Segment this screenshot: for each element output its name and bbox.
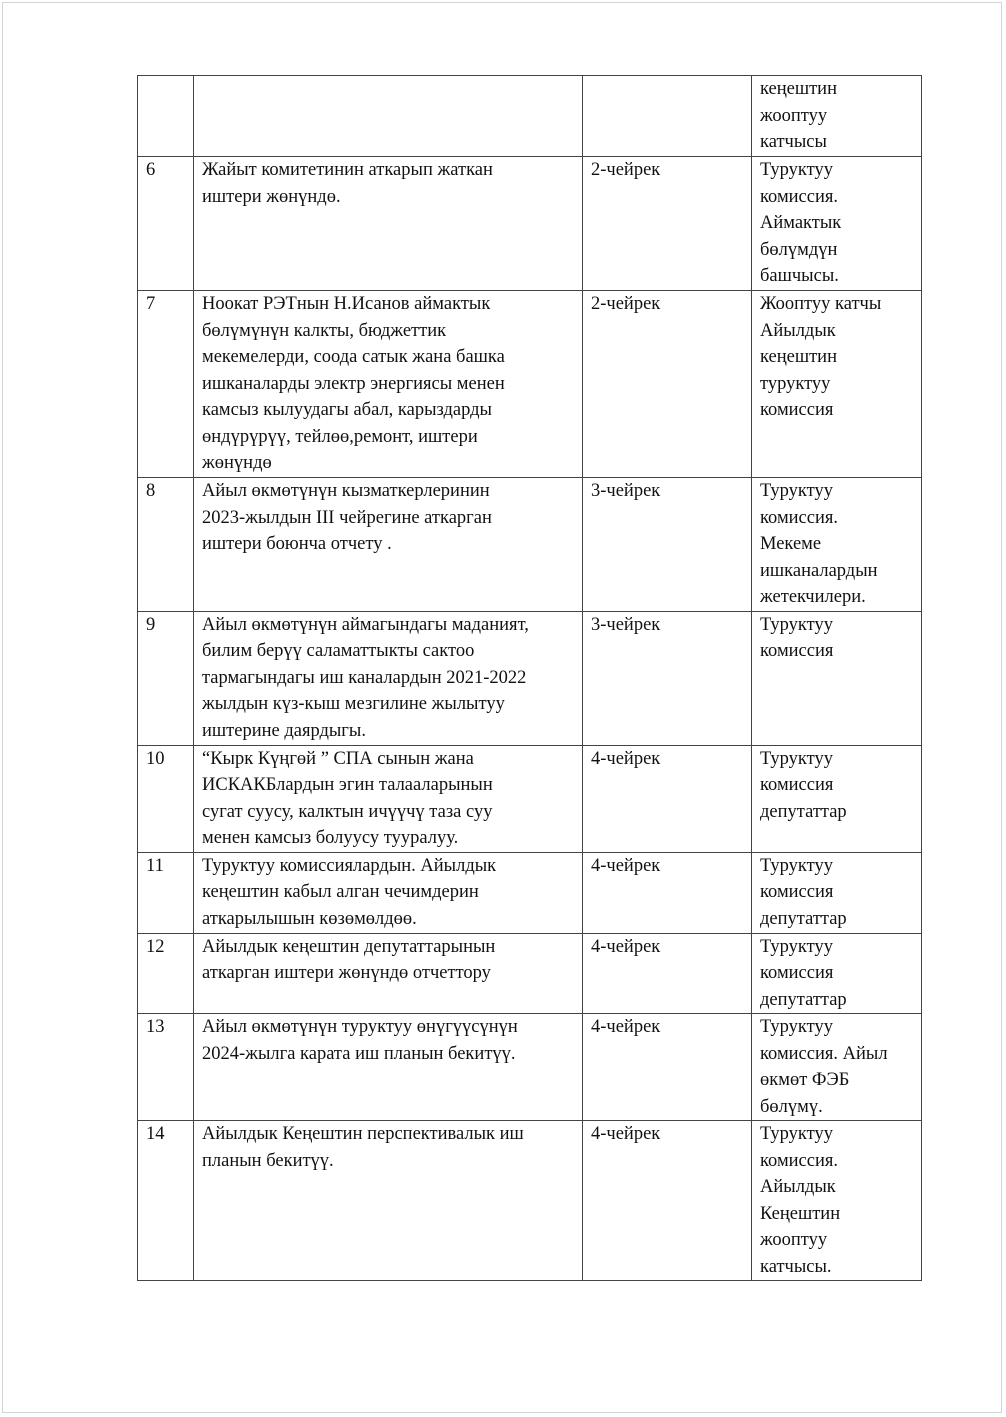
table-row xyxy=(138,852,922,933)
responsible-cell: Туруктуу комиссия депутаттар xyxy=(752,933,922,1014)
table-row xyxy=(138,76,922,157)
task-cell: Айыл өкмөтүнүн туруктуу өнүгүүсүнүн 2024-жылга карата иш планын бекитүү. xyxy=(194,1014,583,1121)
row-number-cell: 14 xyxy=(138,1121,194,1281)
table-row xyxy=(138,745,922,852)
work-plan-table xyxy=(137,75,922,1281)
deadline-cell: 2-чейрек xyxy=(583,291,752,478)
task-cell: Айылдык кеңештин депутаттарынын аткарган иштери жөнүндө отчеттору xyxy=(194,933,583,1014)
deadline-cell: 4-чейрек xyxy=(583,1121,752,1281)
deadline-cell: 3-чейрек xyxy=(583,478,752,612)
table-row xyxy=(138,933,922,1014)
table-row xyxy=(138,1014,922,1121)
responsible-cell: кеңештин жооптуу катчысы xyxy=(752,76,922,157)
row-number-cell xyxy=(138,76,194,157)
responsible-cell: Туруктуу комиссия депутаттар xyxy=(752,852,922,933)
task-cell: Туруктуу комиссиялардын. Айылдык кеңештин кабыл алган чечимдерин аткарылышын көзөмөлдөө. xyxy=(194,852,583,933)
row-number-cell: 12 xyxy=(138,933,194,1014)
row-number-cell: 13 xyxy=(138,1014,194,1121)
task-cell: Айыл өкмөтүнүн кызматкерлеринин 2023-жылдын III чейрегине аткарган иштери боюнча отчету . xyxy=(194,478,583,612)
deadline-cell: 4-чейрек xyxy=(583,933,752,1014)
task-cell: Айыл өкмөтүнүн аймагындагы маданият, билим берүү саламаттыкты сактоо тармагындагы иш каналардын 2021-2022 жылдын күз-кыш мезгилине жылытуу иштерине даярдыгы. xyxy=(194,611,583,745)
responsible-cell: Туруктуу комиссия. Айылдык Кеңештин жооптуу катчысы. xyxy=(752,1121,922,1281)
deadline-cell: 2-чейрек xyxy=(583,157,752,291)
table-row xyxy=(138,478,922,612)
responsible-cell: Туруктуу комиссия. Айыл өкмөт ФЭБ бөлүмү. xyxy=(752,1014,922,1121)
row-number-cell: 6 xyxy=(138,157,194,291)
task-cell: “Кырк Күңгөй ” СПА сынын жана ИСКАКБлардын эгин талааларынын сугат суусу, калктын ичүүчү таза суу менен камсыз болуусу тууралуу. xyxy=(194,745,583,852)
task-cell: Жайыт комитетинин аткарып жаткан иштери жөнүндө. xyxy=(194,157,583,291)
work-plan-table-body xyxy=(138,76,922,1281)
table-row xyxy=(138,157,922,291)
row-number-cell: 11 xyxy=(138,852,194,933)
task-cell: Ноокат РЭТнын Н.Исанов аймактык бөлүмүнүн калкты, бюджеттик мекемелерди, соода сатык жана башка ишканаларды электр энергиясы менен камсыз кылуудагы абал, карыздарды өндүрүрүү, тейлөө,ремонт, иштери жөнүндө xyxy=(194,291,583,478)
responsible-cell: Туруктуу комиссия депутаттар xyxy=(752,745,922,852)
task-cell: Айылдык Кеңештин перспективалык иш планын бекитүү. xyxy=(194,1121,583,1281)
deadline-cell: 4-чейрек xyxy=(583,1014,752,1121)
row-number-cell: 9 xyxy=(138,611,194,745)
row-number-cell: 10 xyxy=(138,745,194,852)
deadline-cell: 4-чейрек xyxy=(583,852,752,933)
deadline-cell xyxy=(583,76,752,157)
task-cell xyxy=(194,76,583,157)
table-row xyxy=(138,1121,922,1281)
responsible-cell: Жооптуу катчы Айылдык кеңештин туруктуу комиссия xyxy=(752,291,922,478)
table-row xyxy=(138,291,922,478)
responsible-cell: Туруктуу комиссия. Мекеме ишканалардын жетекчилери. xyxy=(752,478,922,612)
table-row xyxy=(138,611,922,745)
row-number-cell: 8 xyxy=(138,478,194,612)
responsible-cell: Туруктуу комиссия. Аймактык бөлүмдүн башчысы. xyxy=(752,157,922,291)
responsible-cell: Туруктуу комиссия xyxy=(752,611,922,745)
deadline-cell: 4-чейрек xyxy=(583,745,752,852)
row-number-cell: 7 xyxy=(138,291,194,478)
deadline-cell: 3-чейрек xyxy=(583,611,752,745)
